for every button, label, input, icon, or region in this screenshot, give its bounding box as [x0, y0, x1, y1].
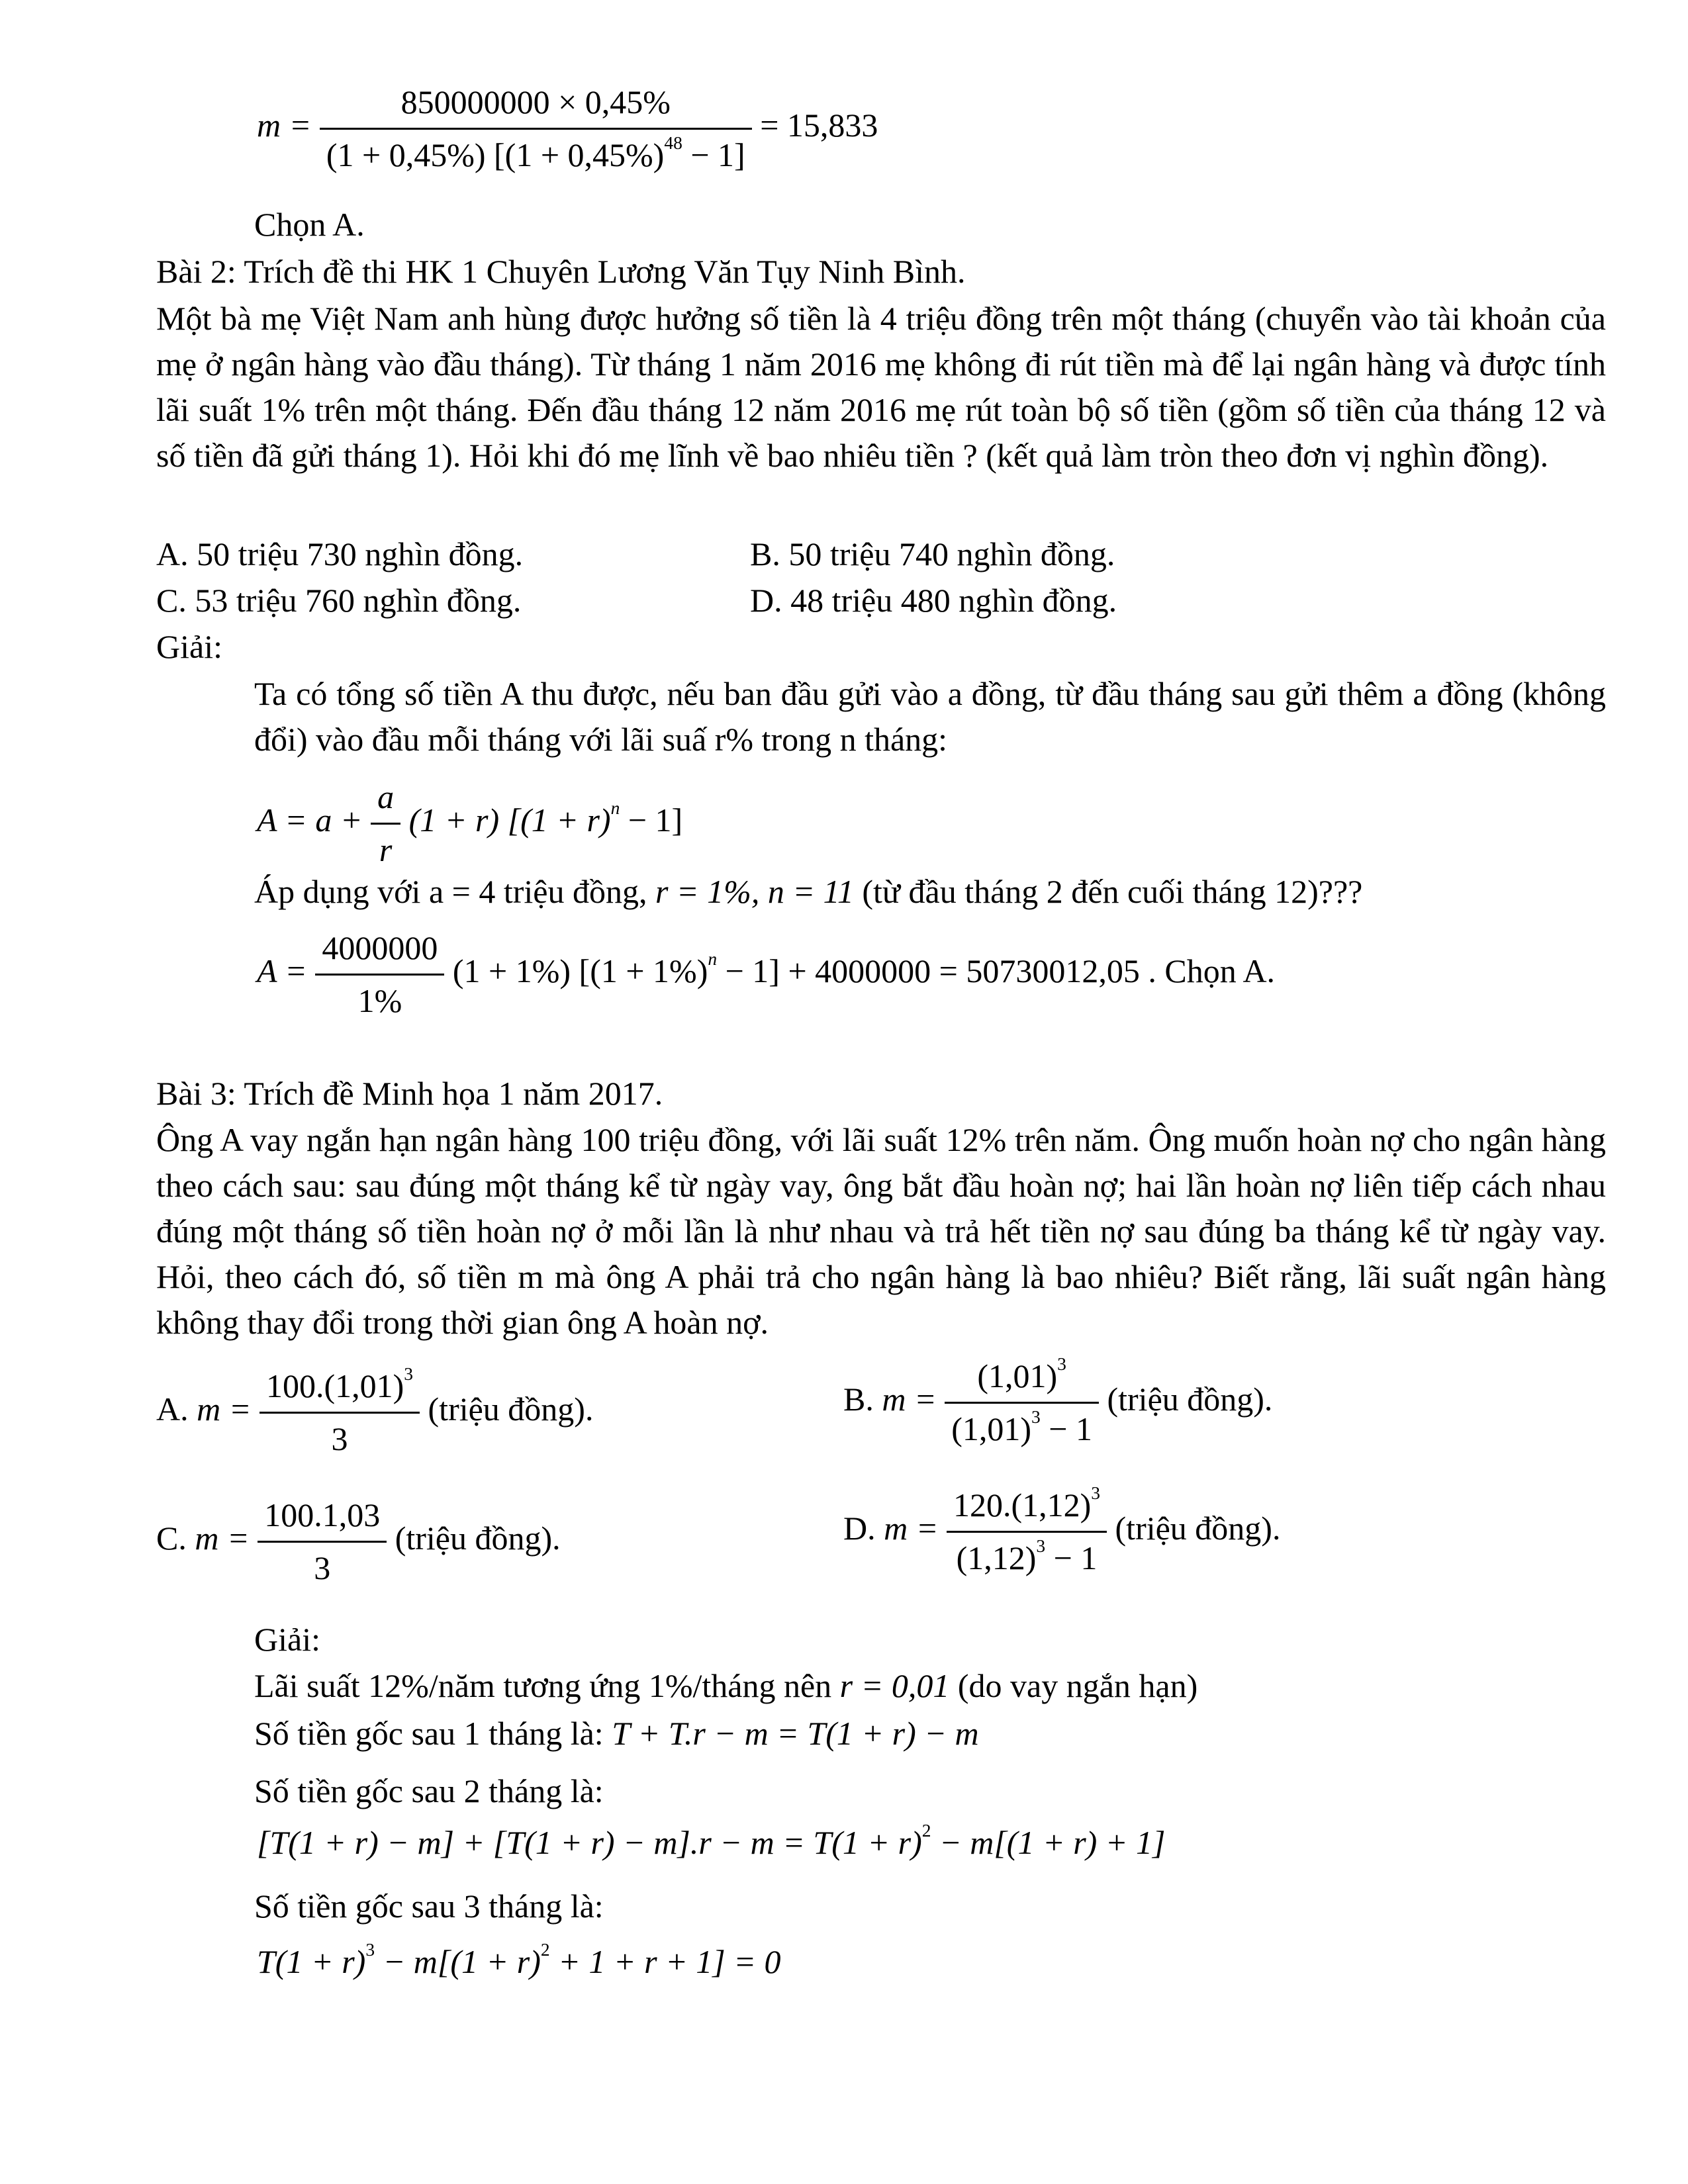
general-exponent: n	[610, 797, 620, 818]
opt-d-den	[947, 1531, 1107, 1581]
line4-math-b: − m[(1 + r) + 1]	[939, 1824, 1166, 1861]
general-part-c: − 1]	[628, 801, 683, 839]
result-part-c: − 1] + 4000000 = 50730012,05	[725, 952, 1140, 989]
line6-math-a: T(1 + r)	[257, 1943, 366, 1980]
opt-b-num-base: (1,01)	[977, 1357, 1058, 1394]
bai2-option-d: D. 48 triệu 480 nghìn đồng.	[750, 582, 1117, 619]
opt-a-den: 3	[259, 1412, 420, 1462]
result-frac-den: 1%	[315, 974, 444, 1024]
opt-d-num-base: 120.(1,12)	[953, 1486, 1092, 1524]
bai3-title: Bài 3: Trích đề Minh họa 1 năm 2017.	[156, 1075, 663, 1112]
general-frac-num: a	[377, 778, 395, 815]
formula-numerator: 850000000 × 0,45%	[400, 83, 671, 120]
bai3-question: Ông A vay ngắn hạn ngân hàng 100 triệu đồng, với lãi suất 12% trên năm. Ông muốn hoàn nợ cho ngân hàng theo cách sau: sau đúng một tháng kể từ ngày vay, ông bắt đầu hoàn nợ; hai lần hoàn nợ liên tiếp cách nhau đúng một tháng số tiền hoàn nợ ở mỗi lần là như nhau và trả hết tiền nợ sau đúng ba tháng kể từ ngày vay. Hỏi, theo cách đó, số tiền m mà ông A phải trả cho ngân hàng là bao nhiêu? Biết rằng, lãi suất ngân hàng không thay đổi trong thời gian ông A hoàn nợ.	[156, 1121, 1606, 1341]
result-lhs: A =	[257, 952, 307, 989]
apply-text: Áp dụng với a = 4 triệu đồng,	[254, 873, 647, 910]
bai2-solution-text: Ta có tổng số tiền A thu được, nếu ban đầu gửi vào a đồng, từ đầu tháng sau gửi thêm a đồng (không đổi) vào đầu mỗi tháng với lãi suấ r% trong n tháng:	[254, 675, 1606, 758]
formula-denominator	[320, 128, 752, 178]
opt-c-unit: (triệu đồng).	[395, 1519, 561, 1557]
general-frac-den: r	[371, 823, 400, 873]
formula-lhs: m =	[257, 106, 312, 144]
apply-line	[254, 869, 1362, 915]
line4-math-a: [T(1 + r) − m] + [T(1 + r) − m].r − m = T(1 + r)	[257, 1824, 922, 1861]
opt-a-num-exp: 3	[404, 1363, 414, 1384]
result-frac-num: 4000000	[322, 929, 438, 966]
opt-a-num-base: 100.(1,01)	[265, 1367, 404, 1404]
line1-math: r = 0,01	[839, 1667, 950, 1704]
bai3-option-d	[843, 1482, 1280, 1581]
result-exponent: n	[708, 948, 718, 969]
bai3-line4	[257, 1820, 1166, 1866]
bai2-option-c: C. 53 triệu 760 nghìn đồng.	[156, 582, 522, 619]
bai3-line5: Số tiền gốc sau 3 tháng là:	[254, 1888, 604, 1925]
bai2-option-a: A. 50 triệu 730 nghìn đồng.	[156, 535, 524, 572]
opt-a-unit: (triệu đồng).	[428, 1390, 594, 1428]
line6-math-c: + 1 + r + 1] = 0	[558, 1943, 781, 1980]
opt-d-lhs: m =	[884, 1509, 939, 1547]
opt-d-unit: (triệu đồng).	[1115, 1509, 1281, 1547]
bai2-question: Một bà mẹ Việt Nam anh hùng được hưởng số tiền là 4 triệu đồng trên một tháng (chuyển vào tài khoản của mẹ ở ngân hàng vào đầu tháng). Từ tháng 1 năm 2016 mẹ không đi rút tiền mà để lại ngân hàng và được tính lãi suất 1% trên một tháng. Đến đầu tháng 12 năm 2016 mẹ rút toàn bộ số tiền (gồm số tiền của tháng 12 và số tiền đã gửi tháng 1). Hỏi khi đó mẹ lĩnh về bao nhiêu tiền ? (kết quả làm tròn theo đơn vị nghìn đồng).	[156, 300, 1606, 474]
line6-math-b: − m[(1 + r)	[383, 1943, 541, 1980]
line4-exp: 2	[921, 1819, 931, 1841]
bai3-line1	[254, 1663, 1197, 1709]
line6-exp2: 2	[540, 1938, 550, 1960]
den-exponent: 48	[664, 132, 682, 153]
opt-d-den-tail: − 1	[1053, 1539, 1098, 1576]
result-part-a: (1 + 1%)	[452, 952, 571, 989]
opt-b-lhs: m =	[882, 1380, 937, 1418]
opt-c-label: C.	[156, 1519, 187, 1557]
apply-note: (từ đầu tháng 2 đến cuối tháng 12)???	[862, 873, 1363, 910]
bai2-giai-label: Giải:	[156, 628, 222, 665]
den-part-c: − 1]	[690, 136, 745, 173]
bai3-giai-label: Giải:	[254, 1621, 320, 1658]
line1-tail: (do vay ngắn hạn)	[957, 1667, 1198, 1704]
bai3-line3: Số tiền gốc sau 2 tháng là:	[254, 1772, 604, 1809]
apply-math: r = 1%, n = 11	[655, 873, 854, 910]
opt-b-den	[945, 1402, 1099, 1452]
opt-b-num	[945, 1353, 1099, 1402]
bai3-option-b	[843, 1353, 1272, 1452]
opt-a-num	[259, 1363, 420, 1412]
opt-d-den-base: (1,12)	[956, 1539, 1037, 1576]
opt-a-fraction	[259, 1363, 420, 1462]
opt-c-fraction	[258, 1492, 387, 1591]
opt-d-label: D.	[843, 1509, 876, 1547]
result-tail: . Chọn A.	[1148, 952, 1276, 989]
general-part-b: [(1 + r)	[507, 801, 611, 839]
opt-c-num: 100.1,03	[264, 1496, 381, 1533]
bai3-line6	[257, 1939, 781, 1985]
line2-math: T + T.r − m = T(1 + r) − m	[612, 1715, 979, 1752]
opt-d-fraction	[947, 1482, 1107, 1581]
opt-b-label: B.	[843, 1380, 874, 1418]
general-fraction	[371, 774, 400, 873]
opt-d-num	[947, 1482, 1107, 1531]
bai2-option-b: B. 50 triệu 740 nghìn đồng.	[750, 535, 1115, 572]
opt-d-den-exp: 3	[1036, 1535, 1046, 1556]
den-part-b: [(1 + 0,45%)	[494, 136, 665, 173]
formula-m-top	[257, 79, 878, 178]
bai2-title: Bài 2: Trích đề thi HK 1 Chuyên Lương Văn Tụy Ninh Bình.	[156, 253, 966, 290]
line1-text: Lãi suất 12%/năm tương ứng 1%/tháng nên	[254, 1667, 832, 1704]
formula-result: = 15,833	[760, 106, 878, 144]
line6-exp1: 3	[365, 1938, 375, 1960]
bai3-line2	[254, 1711, 979, 1756]
opt-b-fraction	[945, 1353, 1099, 1452]
opt-d-num-exp: 3	[1091, 1482, 1101, 1503]
den-part-a: (1 + 0,45%)	[326, 136, 486, 173]
opt-b-unit: (triệu đồng).	[1107, 1380, 1273, 1418]
opt-a-lhs: m =	[197, 1390, 252, 1428]
opt-a-label: A.	[156, 1390, 189, 1428]
result-fraction	[315, 925, 444, 1024]
formula-general	[257, 774, 682, 873]
bai3-option-c	[156, 1492, 561, 1591]
opt-b-den-base: (1,01)	[951, 1410, 1032, 1447]
opt-c-lhs: m =	[195, 1519, 250, 1557]
opt-b-den-tail: − 1	[1049, 1410, 1092, 1447]
result-part-b: [(1 + 1%)	[579, 952, 708, 989]
opt-b-den-exp: 3	[1031, 1406, 1041, 1427]
bai3-option-a	[156, 1363, 593, 1462]
formula-fraction	[320, 79, 752, 178]
opt-c-den: 3	[258, 1541, 387, 1591]
opt-b-num-exp: 3	[1057, 1353, 1066, 1374]
general-lhs: A = a +	[257, 801, 363, 839]
chon-a-line: Chọn A.	[254, 206, 365, 243]
formula-result	[257, 925, 1275, 1024]
general-part-a: (1 + r)	[408, 801, 500, 839]
line2-text: Số tiền gốc sau 1 tháng là:	[254, 1715, 604, 1752]
